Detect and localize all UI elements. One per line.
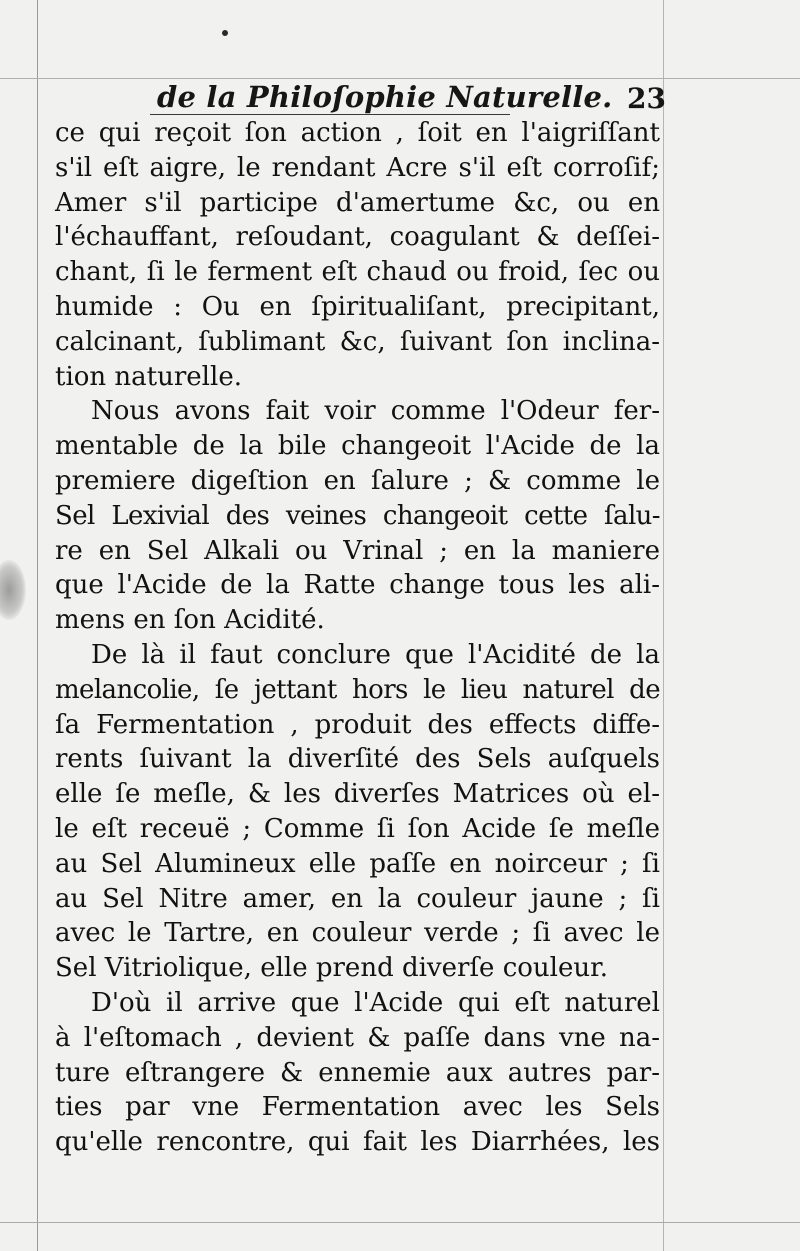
text-line: chant, ſi le ferment eſt chaud ou froid, ſec ou xyxy=(55,257,660,288)
text-line: ſa Fermentation , produit des effects diffe- xyxy=(55,709,660,740)
text-line: rents ſuivant la diverſité des Sels auſquels xyxy=(55,744,660,775)
top-rule xyxy=(0,78,800,79)
text-line: mentable de la bile changeoit l'Acide de la xyxy=(55,431,660,462)
text-line: avec le Tartre, en couleur verde ; ſi avec le xyxy=(55,918,660,949)
text-line: au Sel Nitre amer, en la couleur jaune ; ſi xyxy=(55,883,660,914)
right-margin-rule xyxy=(663,0,664,1251)
left-margin-rule xyxy=(37,0,38,1251)
text-line: que l'Acide de la Ratte change tous les ali- xyxy=(55,570,660,601)
text-line: Amer s'il participe d'amertume &c, ou en xyxy=(55,187,660,218)
text-line: Nous avons fait voir comme l'Odeur fer- xyxy=(91,396,660,427)
text-line: re en Sel Alkali ou Vrinal ; en la maniere xyxy=(55,535,660,566)
text-line: mens en ſon Acidité. xyxy=(55,605,325,636)
text-line: à l'eſtomach , devient & paſſe dans vne na- xyxy=(55,1022,660,1053)
text-line: ties par vne Fermentation avec les Sels xyxy=(55,1092,660,1123)
text-line: tion naturelle. xyxy=(55,361,242,392)
text-line: De là il faut conclure que l'Acidité de la xyxy=(91,639,660,670)
text-line: Sel Lexivial des veines changeoit cette ſalu- xyxy=(55,500,660,531)
text-line: Sel Vitriolique, elle prend diverſe couleur. xyxy=(55,953,608,984)
text-line: l'échauffant, reſoudant, coagulant & deſſei- xyxy=(55,222,660,253)
page-header xyxy=(0,80,800,120)
text-line: premiere digeſtion en ſalure ; & comme le xyxy=(55,465,660,496)
bottom-rule xyxy=(0,1222,800,1223)
text-line: D'où il arrive que l'Acide qui eſt naturel xyxy=(91,987,660,1018)
text-line: melancolie, ſe jettant hors le lieu naturel de xyxy=(55,674,660,705)
text-line: s'il eſt aigre, le rendant Acre s'il eſt corroſif; xyxy=(55,152,660,183)
ink-smudge xyxy=(0,560,26,620)
text-line: calcinant, ſublimant &c, ſuivant ſon inclina- xyxy=(55,326,660,357)
header-underline xyxy=(150,114,510,115)
text-line: elle ſe meſle, & les diverſes Matrices où el- xyxy=(55,779,660,810)
text-line: humide : Ou en ſpiritualiſant, precipitant, xyxy=(55,291,660,322)
page-number: 23 xyxy=(627,82,666,115)
text-line: ture eſtrangere & ennemie aux autres par- xyxy=(55,1057,660,1088)
running-title: de la Philoſophie Naturelle. xyxy=(157,80,613,114)
text-line: ce qui reçoit ſon action , ſoit en l'aigriſſant xyxy=(55,118,660,148)
text-line: qu'elle rencontre, qui fait les Diarrhées, les xyxy=(55,1127,660,1158)
text-line: le eſt receuë ; Comme ſi ſon Acide ſe meſle xyxy=(55,813,660,844)
body-text xyxy=(55,116,660,1160)
text-line: au Sel Alumineux elle paſſe en noirceur ; ſi xyxy=(55,848,660,879)
ink-dot xyxy=(222,30,228,36)
